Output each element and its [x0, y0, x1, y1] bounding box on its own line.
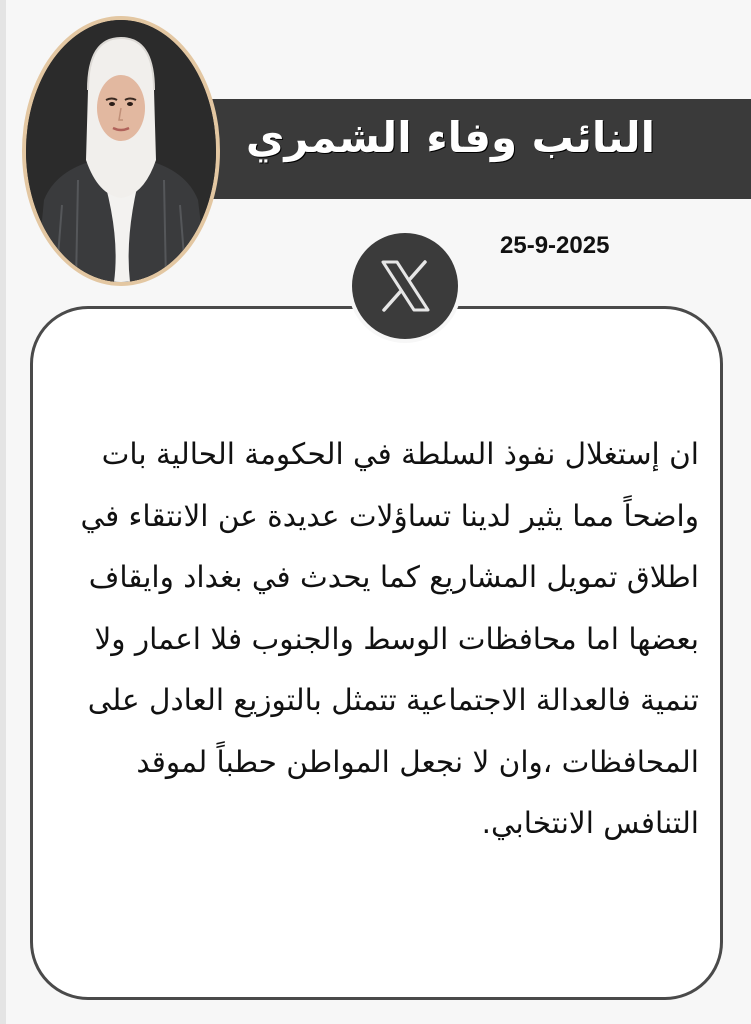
portrait-image [26, 20, 216, 282]
post-line: واضحاً مما يثير لدينا تساؤلات عديدة عن الانتقاء في [80, 498, 699, 533]
edge-strip [0, 0, 6, 1024]
mp-name: النائب وفاء الشمري [245, 113, 655, 162]
x-badge [352, 233, 458, 339]
post-line: بعضها اما محافظات الوسط والجنوب فلا اعمار ولا [94, 621, 699, 656]
post-body [39, 424, 699, 855]
post-line: تنمية فالعدالة الاجتماعية تتمثل بالتوزيع العادل على [87, 683, 699, 717]
name-banner [196, 99, 751, 199]
post-line: اطلاق تمويل المشاريع كما يحدث في بغداد وايقاف [88, 560, 699, 594]
x-logo-icon [352, 233, 458, 339]
post-date: 25-9-2025 [500, 232, 610, 259]
post-line: المحافظات ،وان لا نجعل المواطن حطباً لموقد [136, 744, 699, 779]
post-line: التنافس الانتخابي. [481, 806, 699, 840]
avatar [22, 16, 220, 286]
post-line: ان إستغلال نفوذ السلطة في الحكومة الحالية بات [101, 437, 699, 471]
